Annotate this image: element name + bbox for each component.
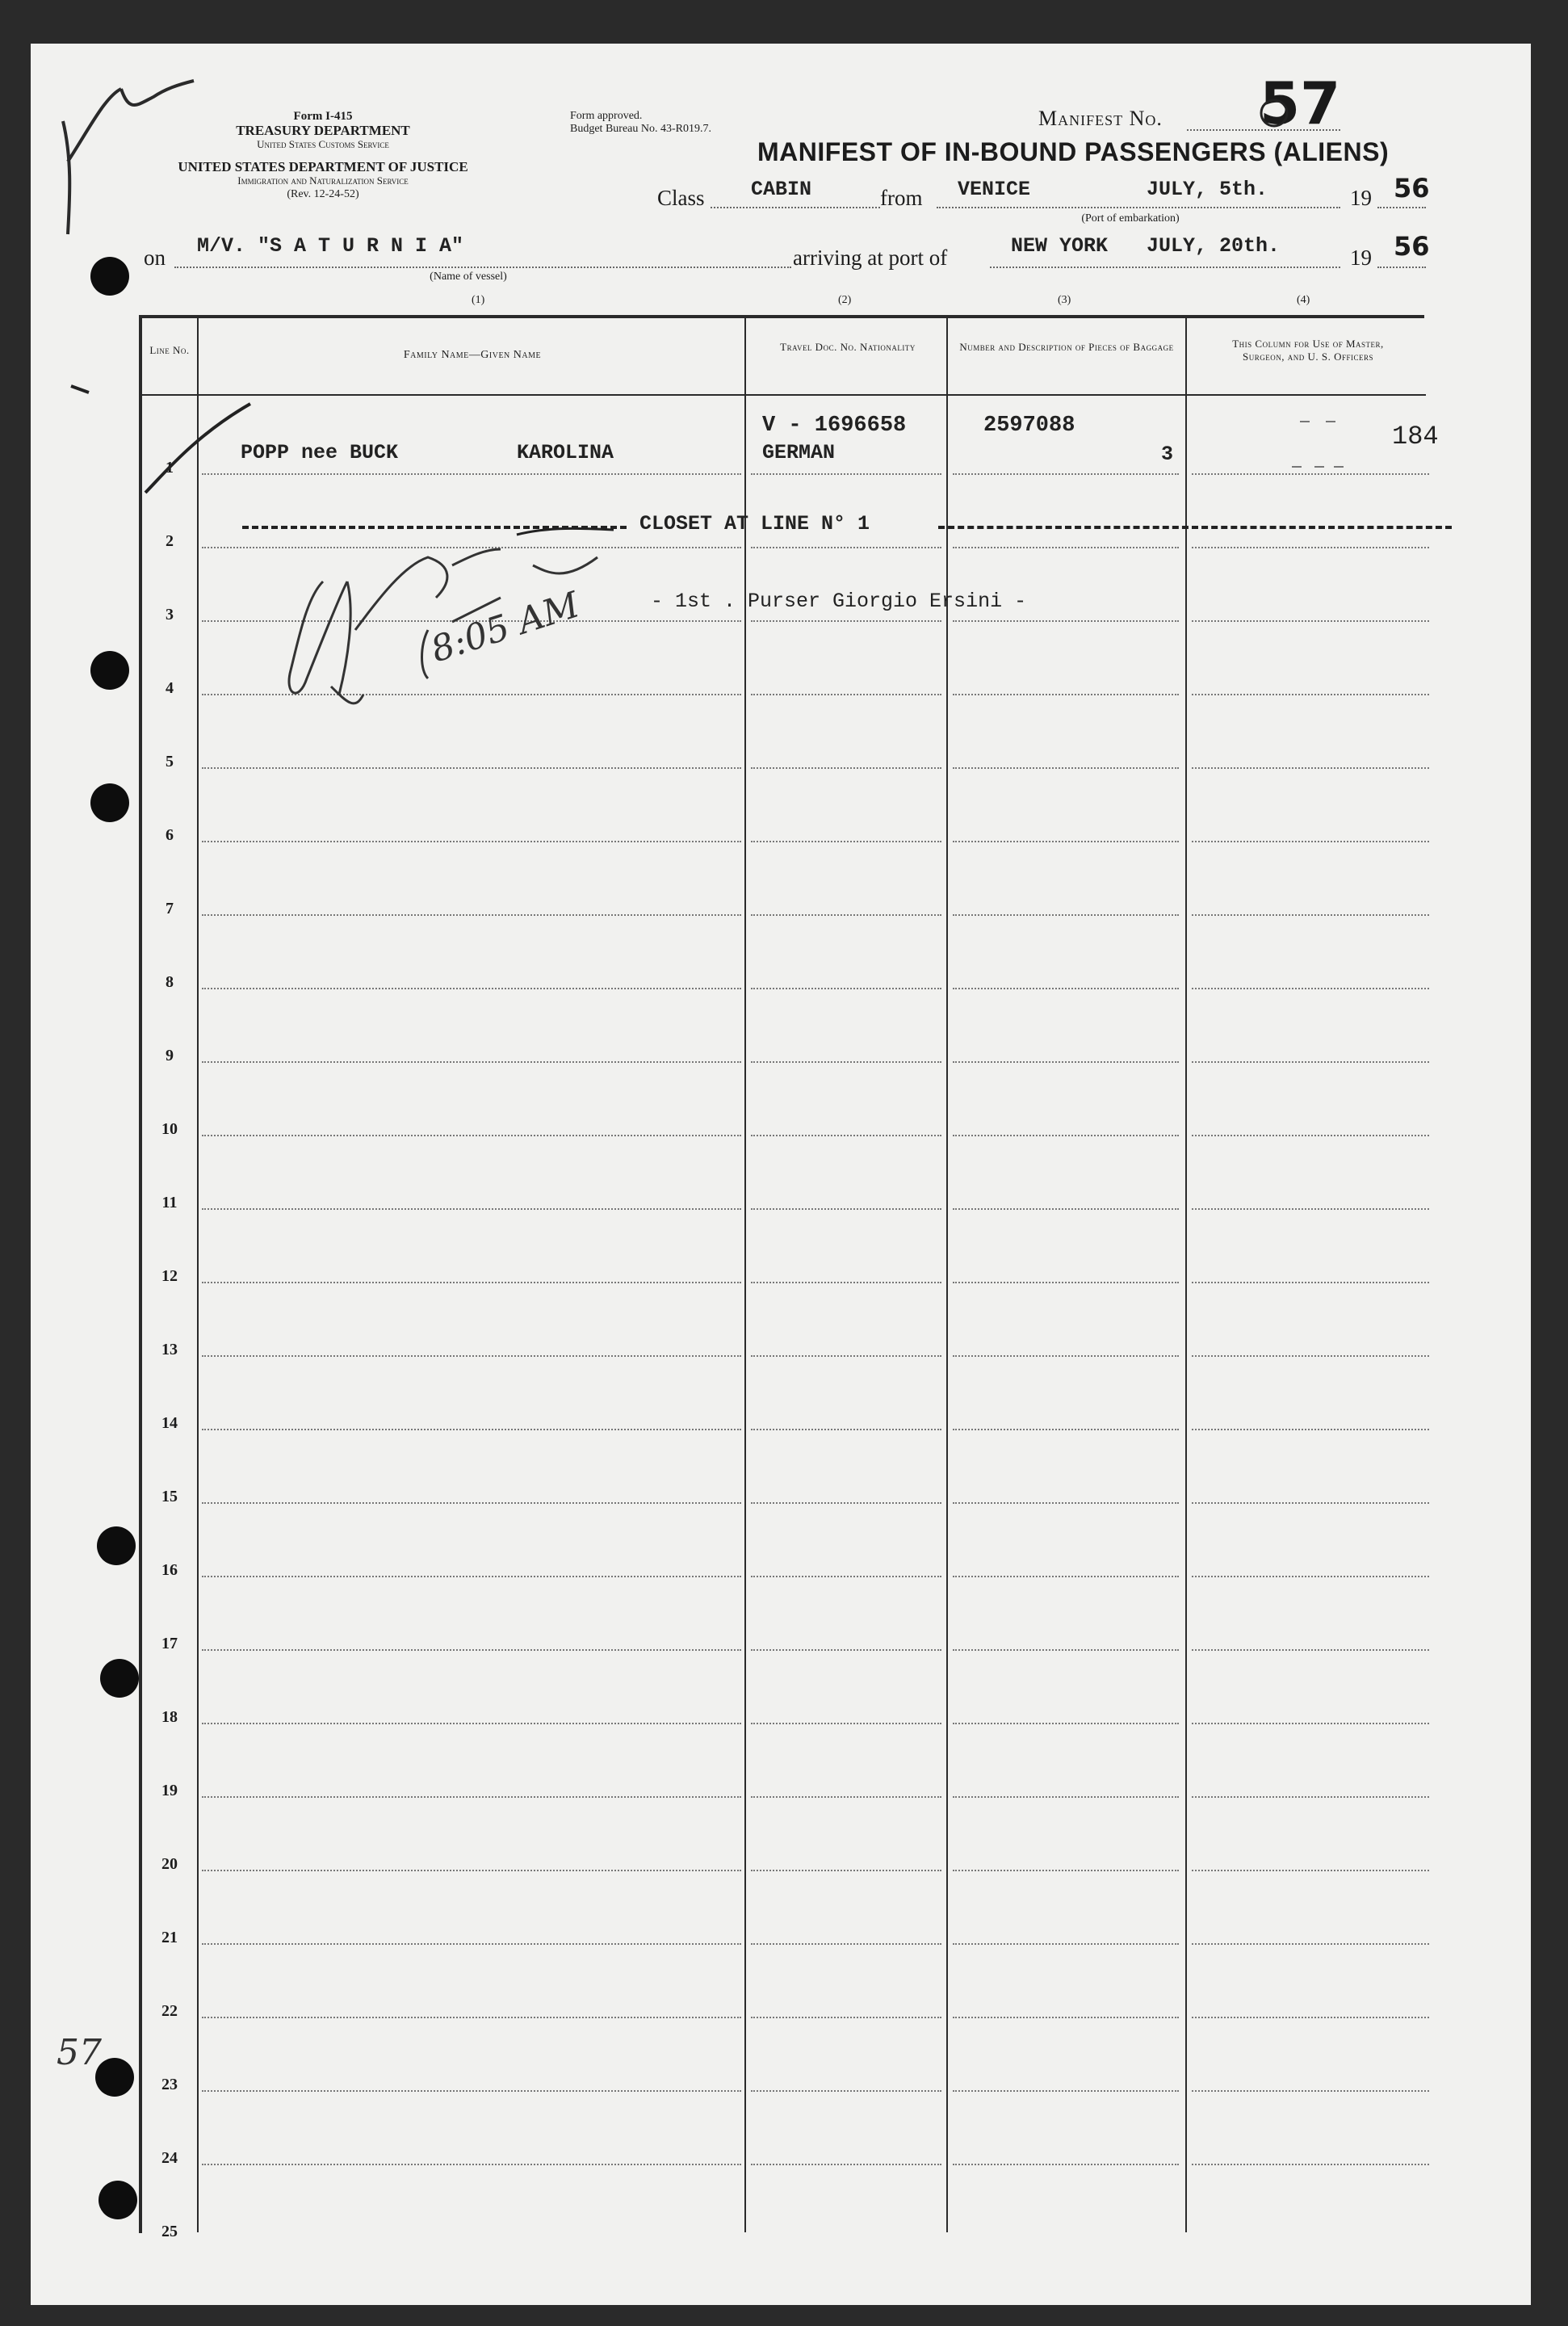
year-2: 56 [1394,231,1430,262]
line-number: 4 [166,679,174,697]
line-number: 25 [161,2223,178,2240]
row1-officer-note: 184 [1392,422,1439,451]
line-number: 16 [161,1561,178,1579]
form-approved: Form approved. [570,110,643,122]
line-number: 5 [166,753,174,770]
line-number: 14 [161,1414,178,1432]
margin-handwriting-top [63,81,194,234]
row1-family-name: POPP nee BUCK [241,441,399,464]
arrival-date: JULY, 20th. [1147,234,1281,258]
line-number: 7 [166,900,174,917]
line-number: 6 [166,826,174,844]
line-number: 8 [166,973,174,991]
year-prefix-1: 19 [1350,186,1372,210]
line-number: 23 [161,2076,178,2093]
line-number: 10 [161,1120,178,1138]
column-number-3: (3) [1058,294,1071,306]
budget-bureau: Budget Bureau No. 43-R019.7. [570,123,711,135]
line-number: 21 [161,1929,178,1946]
line-number: 13 [161,1341,178,1358]
line-number: 2 [166,532,174,550]
customs-service: United States Customs Service [257,138,389,150]
row1-nationality: GERMAN [762,441,836,464]
line-number: 3 [166,606,174,623]
column-header-officers: This Column for Use of Master, Surgeon, and U. S. Officers [1232,338,1384,363]
line-number: 18 [161,1708,178,1726]
column-header-line-no: Line No. [149,344,190,356]
line-number: 1 [166,459,174,477]
signature-time: 8:05 AM [426,584,585,671]
margin-dash [71,386,89,393]
row3-purser-signature: - 1st . Purser Giorgio Ersini - [651,590,1027,613]
line-number: 24 [161,2149,178,2167]
manifest-number-stamp: 57 [1260,69,1341,137]
manifest-number-label: Manifest No. [1038,107,1163,130]
page-title: MANIFEST OF IN-BOUND PASSENGERS (ALIENS) [757,137,1390,166]
year-1: 56 [1394,173,1430,204]
port-arrival: NEW YORK [1011,234,1109,258]
line-number: 20 [161,1855,178,1873]
row1-baggage-number: 2597088 [983,414,1075,438]
line-number: 15 [161,1488,178,1505]
arriving-label: arriving at port of [793,246,948,270]
row1-pieces: 3 [1161,443,1174,466]
line-number: 11 [161,1194,178,1211]
departure-date: JULY, 5th. [1147,178,1268,201]
ins-label: Immigration and Naturalization Service [237,174,409,187]
on-label: on [144,246,166,270]
closing-underline [517,528,614,535]
column-header-name: Family Name—Given Name [403,349,542,361]
from-value: VENICE [958,178,1031,201]
column-number-4: (4) [1297,294,1310,306]
row2-closing-note: CLOSET AT LINE N° 1 [639,512,870,535]
line-number: 9 [166,1047,174,1064]
class-value: CABIN [751,178,812,201]
row1-travel-doc: V - 1696658 [762,414,907,438]
line-number: 12 [161,1267,178,1285]
line-number: 17 [161,1635,178,1652]
column-number-2: (2) [838,294,852,306]
justice-department: UNITED STATES DEPARTMENT OF JUSTICE [178,159,468,174]
margin-number-57: 57 [57,2032,102,2073]
port-embarkation-caption: (Port of embarkation) [1081,212,1180,225]
manifest-circle [1261,100,1287,126]
vessel-caption: (Name of vessel) [430,271,507,283]
line-number: 22 [161,2002,178,2020]
treasury-department: TREASURY DEPARTMENT [236,123,410,138]
column-header-travel-doc: Travel Doc. No. Nationality [780,341,916,353]
class-label: Class [657,186,705,210]
column-header-baggage: Number and Description of Pieces of Baggage [959,341,1174,353]
from-label: from [880,186,923,210]
officer-marks [1292,422,1344,467]
form-number: Form I-415 [293,110,353,123]
column-number-1: (1) [472,294,485,306]
row1-given-name: KAROLINA [517,441,614,464]
vessel-name: M/V. "S A T U R N I A" [197,234,464,258]
row1-check-mark [145,404,250,493]
line-number: 19 [161,1782,178,1799]
year-prefix-2: 19 [1350,246,1372,270]
revision: (Rev. 12-24-52) [287,188,359,200]
